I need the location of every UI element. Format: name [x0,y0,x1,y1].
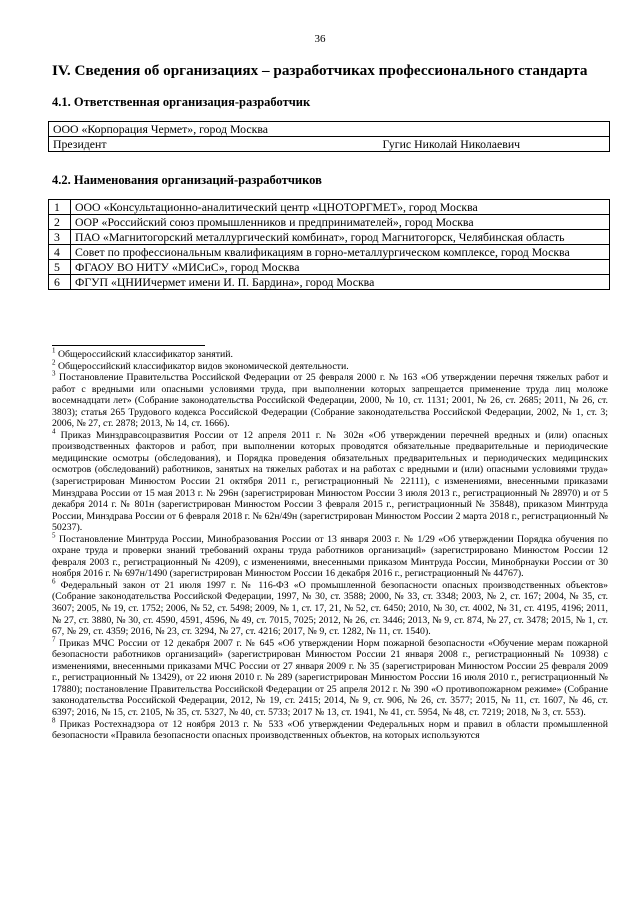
table-row [49,215,610,230]
responsible-person-position: Президент [53,137,107,151]
footnote-mark: 1 [52,346,56,355]
footnote [52,577,609,638]
row-number: 5 [49,260,71,275]
subsection-1-title: 4.1. Ответственная организация-разработчик [52,95,311,109]
responsible-organization-name: ООО «Корпорация Чермет», город Москва [49,122,610,137]
row-number: 3 [49,230,71,245]
developer-organizations-table [48,199,610,290]
footnote-text: Общероссийский классификатор видов экономической деятельности. [57,360,349,372]
footnote-mark: 2 [52,358,56,367]
footnote-text: Общероссийский классификатор занятий. [57,349,233,360]
row-organization: ФГУП «ЦНИИчермет имени И. П. Бардина», город Москва [71,275,610,290]
page-number: 36 [314,33,326,45]
responsible-organization-table [48,121,610,152]
footnote-mark: 5 [52,531,56,540]
footnote [52,427,608,534]
footnote-text: Федеральный закон от 21 июля 1997 г. № 116-ФЗ «О промышленной безопасности опасных производственных объектов» (Собрание законодательства Российской Федерации, 1997, № 30, ст. 3588; 2000, № 33, ст. 3348; 2003, № 2, ст. 167; 2004, № 35, ст. 3607; 2005, № 19, ст. 1752; 2006, № 52, ст. 5498; 2009, № 1, ст. 17, 21, № 52, ст. 6450; 2010, № 30, ст. 4002, № 31, ст. 4195, 4196; 2011, № 27, ст. 3880, № 30, ст. 4590, 4591, 4596, № 49, ст. 7015, 7025; 2012, № 26, ст. 3446; 2013, № 9, ст. 874, № 27, ст. 3478; 2015, № 1, ст. 67, № 29, ст. 4359; 2016, № 23, ст. 3294, № 27, ст. 4216; 2017, № 9, ст. 1282, № 11, ст. 1540). [52,579,609,638]
row-organization: ООО «Консультационно-аналитический центр «ЦНОТОРГМЕТ», город Москва [71,200,610,215]
footnote-text: Постановление Минтруда России, Минобразования России от 13 января 2003 г. № 1/29 «Об утверждении Порядка обучения по охране труда и проверки знаний требований охраны труда работников организаций» (зарегистрировано Минюстом России 12 февраля 2003 г., регистрационный № 4209), с изменениями, внесенными приказом Минтруда России, Минобрнауки России от 30 ноября 2016 г. № 697н/1490 (зарегистрирован Минюстом России 16 декабря 2016 г., регистрационный № 44767). [52,533,608,580]
row-number: 2 [49,215,71,230]
footnote [52,346,608,361]
footnote-text: Приказ Минздравсоцразвития России от 12 апреля 2011 г. № 302н «Об утверждении перечней вредных и (или) опасных производственных факторов и работ, при выполнении которых проводятся обязательные предварительные и периодические медицинские осмотры (обследования), и Порядка проведения обязательных предварительных и периодических медицинских осмотров (обследований) работников, занятых на тяжелых работах и на работах с вредными и (или) опасными условиями труда» (зарегистрирован Минюстом России 21 октября 2011 г., регистрационный № 22111), с изменениями, внесенными приказами Минздрава России от 15 мая 2013 г. № 296н (зарегистрирован Минюстом России 3 июля 2013 г., регистрационный № 28970) и от 5 декабря 2014 г. № 801н (зарегистрирован Минюстом России 3 февраля 2015 г., регистрационный № 35848), приказом Минтруда России, Минздрава России от 6 февраля 2018 г. № 62н/49н (зарегистрирован Минюстом России 2 марта 2018 г., регистрационный № 50237). [52,429,608,534]
footnotes [52,346,609,742]
footnote-text: Приказ МЧС России от 12 декабря 2007 г. № 645 «Об утверждении Норм пожарной безопасности «Обучение мерам пожарной безопасности работников организаций» (зарегистрирован Минюстом России 21 января 2008 г., регистрационный № 10938) с изменениями, внесенными приказами МЧС России от 27 января 2009 г. № 35 (зарегистрирован Минюстом России 25 февраля 2009 г., регистрационный № 13429), от 22 июня 2010 г. № 289 (зарегистрирован Минюстом России 16 июля 2010 г., регистрационный № 17880); постановление Правительства Российской Федерации от 25 апреля 2012 г. № 390 «О противопожарном режиме» (Собрание законодательства Российской Федерации, 2012, № 19, ст. 2415; 2014, № 9, ст. 906, № 26, ст. 3577; 2015, № 11, ст. 1607, № 46, ст. 6397; 2016, № 15, ст. 2105, № 35, ст. 5327, № 40, ст. 5733; 2017 № 13, ст. 1941, № 41, ст. 5954, № 48, ст. 7219; 2018, № 3, ст. 553). [52,637,608,718]
row-number: 6 [49,275,71,290]
footnote [52,358,608,373]
footnote-mark: 6 [52,577,56,586]
footnote [52,531,608,580]
footnote [52,635,608,719]
section-title: IV. Сведения об организациях – разработчиках профессионального стандарта [52,62,588,79]
footnote-text: Постановление Правительства Российской Федерации от 25 февраля 2000 г. № 163 «Об утверждении перечня тяжелых работ и работ с вредными или опасными условиями труда, при выполнении которых запрещается применение труда лиц моложе восемнадцати лет» (Собрание законодательства Российской Федерации, 2000, № 10, ст. 1131; 2001, № 26, ст. 2685; 2011, № 26, ст. 3803); статья 265 Трудового кодекса Российской Федерации (Собрание законодательства Российской Федерации, 2002, № 1, ст. 3; 2006, № 27, ст. 2878; 2013, № 14, ст. 1666). [52,372,608,430]
responsible-person-name: Гугис Николай Николаевич [382,137,521,151]
table-row [49,230,610,245]
footnote-text: Приказ Ростехнадзора от 12 ноября 2013 г. № 533 «Об утверждении Федеральных норм и правил в области промышленной безопасности «Правила безопасности опасных производственных объектов, на которых используются [52,718,608,742]
table-row [49,200,610,215]
footnote-mark: 7 [52,635,56,644]
footnote [52,716,608,742]
row-number: 4 [49,245,71,260]
row-organization: ПАО «Магнитогорский металлургический комбинат», город Магнитогорск, Челябинская область [71,230,610,245]
table-row [49,245,610,260]
footnote-mark: 3 [52,369,56,378]
responsible-person-row [49,137,610,152]
table-row [49,275,610,290]
subsection-2-title: 4.2. Наименования организаций-разработчиков [52,173,322,187]
footnote-mark: 8 [52,716,56,725]
row-organization: ФГАОУ ВО НИТУ «МИСиС», город Москва [71,260,610,275]
table-row [49,260,610,275]
footnote [52,369,608,430]
footnote-separator [52,345,205,346]
footnote-mark: 4 [52,427,56,436]
row-organization: ООР «Российский союз промышленников и предпринимателей», город Москва [71,215,610,230]
row-number: 1 [49,200,71,215]
row-organization: Совет по профессиональным квалификациям в горно-металлургическом комплексе, город Москва [71,245,610,260]
